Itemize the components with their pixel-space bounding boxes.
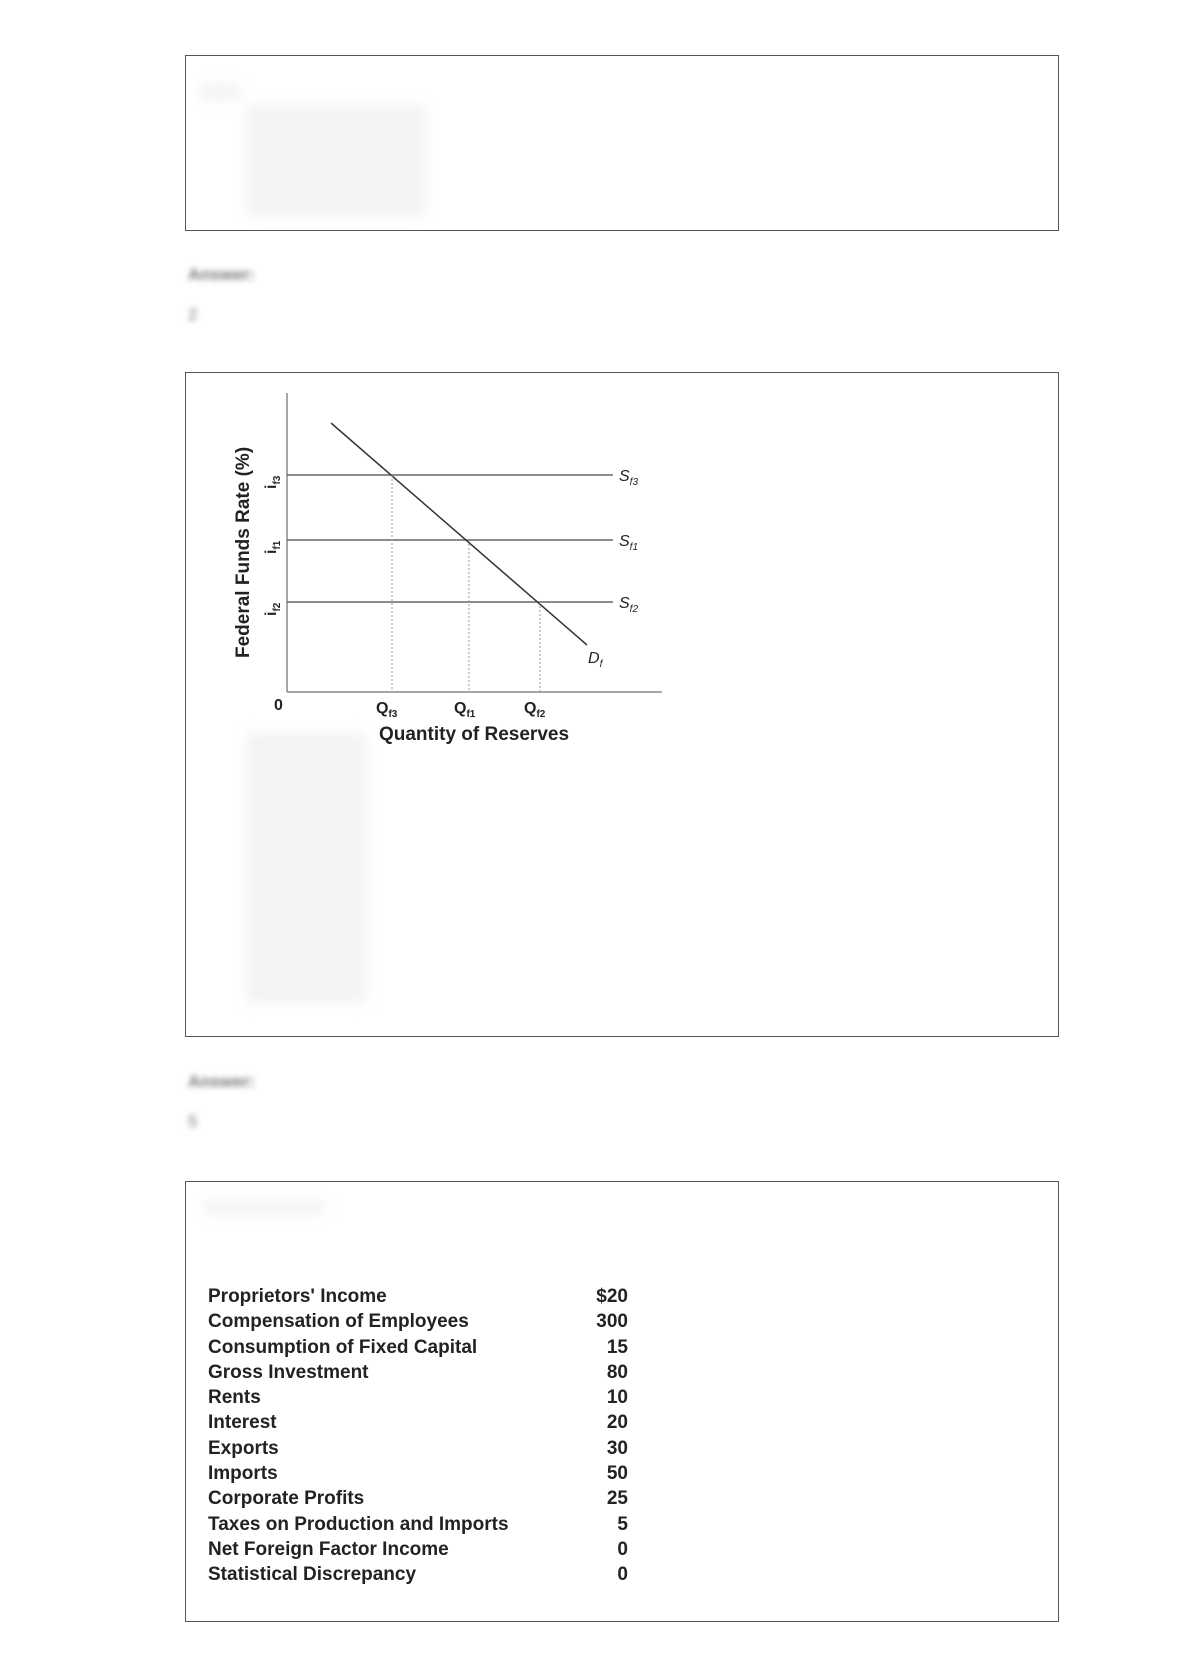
row-value: 0 xyxy=(617,1564,628,1586)
rate-tick-f3: $i_{f3}$ xyxy=(263,475,283,489)
row-label: Interest xyxy=(208,1412,277,1434)
origin-label: 0 xyxy=(274,697,283,714)
row-label: Gross Investment xyxy=(208,1361,369,1383)
question-box-1 xyxy=(185,55,1059,231)
row-value: 25 xyxy=(606,1488,628,1510)
demand-line xyxy=(331,423,587,645)
row-label: Proprietors' Income xyxy=(208,1286,387,1307)
qty-tick-f2: $Q_{f2}$ xyxy=(524,700,546,720)
row-value: 5 xyxy=(617,1513,628,1535)
row-label: Statistical Discrepancy xyxy=(208,1564,417,1586)
row-label: Consumption of Fixed Capital xyxy=(208,1336,478,1358)
row-value: 20 xyxy=(606,1412,628,1434)
row-value: 80 xyxy=(606,1361,628,1383)
table-row xyxy=(208,1410,628,1435)
supply-label-f1: $S_{f1}$ xyxy=(619,533,639,553)
row-value: $20 xyxy=(596,1286,628,1307)
table-row xyxy=(208,1309,628,1334)
y-axis-title: Federal Funds Rate (%) xyxy=(233,446,254,658)
question-box-3 xyxy=(185,1181,1059,1622)
table-row xyxy=(208,1461,628,1486)
supply-label-f3: $S_{f3}$ xyxy=(619,468,639,488)
table-row xyxy=(208,1562,628,1587)
rate-tick-f2: $i_{f2}$ xyxy=(263,602,283,616)
row-label: Imports xyxy=(208,1463,278,1485)
supply-label-f2: $S_{f2}$ xyxy=(619,595,639,615)
row-label: Taxes on Production and Imports xyxy=(208,1513,509,1535)
table-row xyxy=(208,1486,628,1511)
income-data-table xyxy=(208,1284,628,1588)
answer-value-2: 5 xyxy=(188,1112,198,1131)
blurred-question-text xyxy=(204,1200,324,1214)
table-row xyxy=(208,1335,628,1360)
answer-value-1: 2 xyxy=(188,305,198,324)
table-row xyxy=(208,1360,628,1385)
row-value: 30 xyxy=(606,1437,628,1459)
row-label: Corporate Profits xyxy=(208,1488,365,1510)
table-row xyxy=(208,1284,628,1309)
blurred-question-number xyxy=(200,84,240,100)
row-value: 10 xyxy=(606,1387,628,1409)
blurred-question-text xyxy=(246,106,426,216)
row-label: Rents xyxy=(208,1387,261,1409)
table-row xyxy=(208,1537,628,1562)
row-label: Compensation of Employees xyxy=(208,1311,469,1333)
row-value: 50 xyxy=(606,1463,628,1485)
answer-label-2: Answer: xyxy=(188,1072,256,1091)
x-axis-title: Quantity of Reserves xyxy=(378,724,570,745)
row-value: 15 xyxy=(606,1336,628,1358)
blurred-answer-choices xyxy=(246,733,366,1003)
table-row xyxy=(208,1436,628,1461)
row-label: Exports xyxy=(208,1437,279,1459)
table-row xyxy=(208,1512,628,1537)
table-row xyxy=(208,1385,628,1410)
row-value: 0 xyxy=(617,1538,628,1560)
qty-tick-f1: $Q_{f1}$ xyxy=(454,700,476,720)
qty-tick-f3: $Q_{f3}$ xyxy=(376,700,398,720)
answer-label-1: Answer: xyxy=(188,265,256,284)
row-label: Net Foreign Factor Income xyxy=(208,1538,449,1560)
demand-label: $D_f$ xyxy=(588,650,603,670)
row-value: 300 xyxy=(596,1311,628,1333)
rate-tick-f1: $i_{f1}$ xyxy=(263,540,283,554)
question-box-2 xyxy=(185,372,1059,1037)
